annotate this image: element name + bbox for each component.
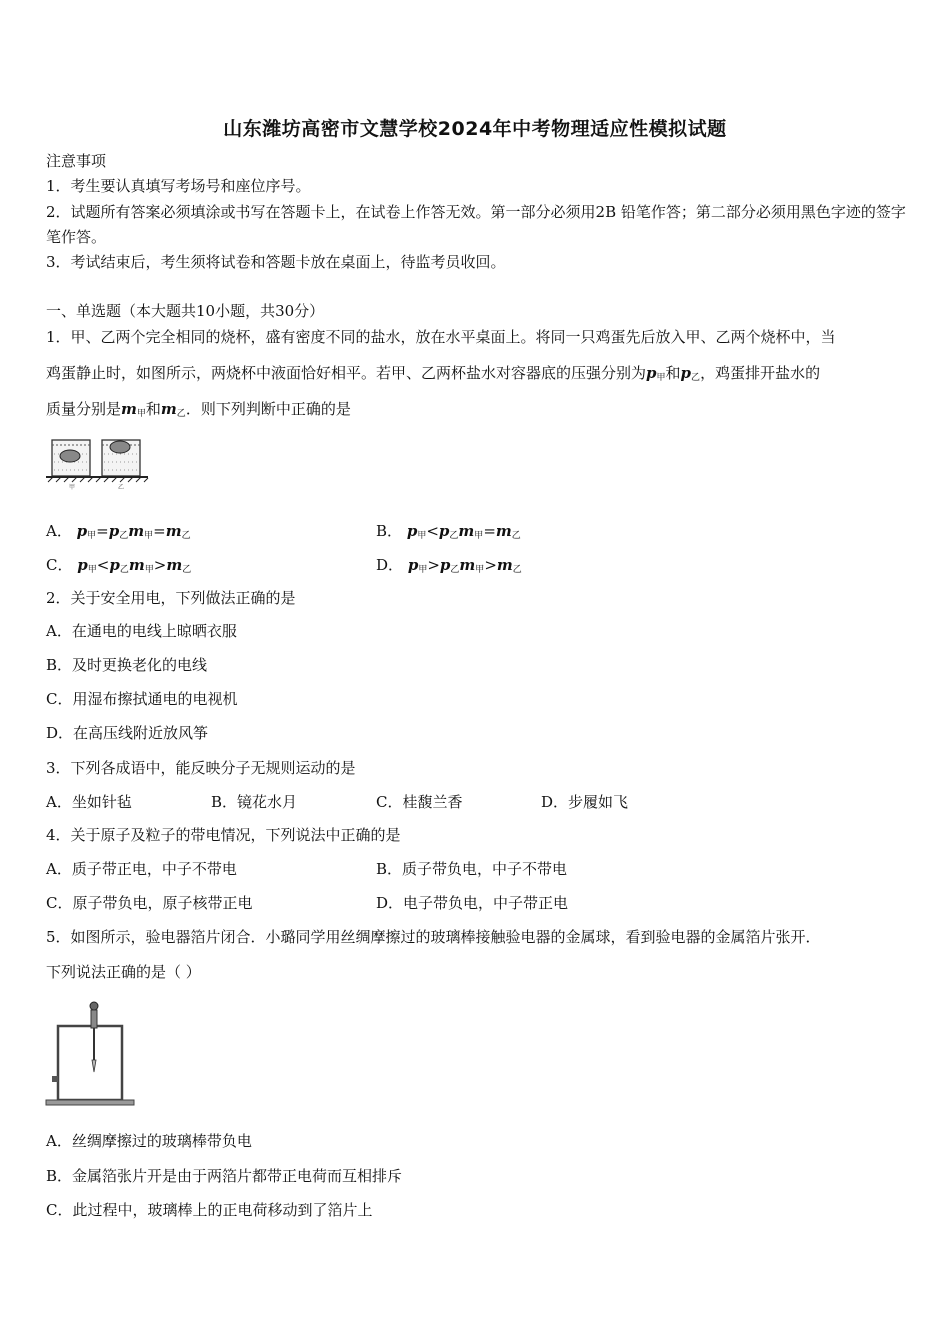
symbol-p: p (680, 364, 692, 382)
option-label: B． (376, 522, 403, 540)
option-label: A． (46, 522, 72, 540)
page-title: 山东潍坊高密市文慧学校2024年中考物理适应性模拟试题 (223, 118, 727, 140)
q2-option-b[interactable]: B．及时更换老化的电线 (46, 656, 208, 674)
egg-icon (60, 450, 80, 462)
q1-stem-line3 (46, 398, 351, 425)
q1-option-a[interactable] (46, 520, 191, 541)
q5-option-b[interactable]: B．金属箔张片开是由于两箔片都带正电荷而互相排斥 (46, 1167, 403, 1185)
q1-option-d[interactable] (376, 554, 522, 575)
q2-option-d[interactable]: D．在高压线附近放风筝 (46, 724, 209, 742)
q1-stem-line2 (46, 362, 820, 389)
q3-option-a[interactable]: A．坐如针毡 (46, 793, 132, 811)
notice-item-1: 1．考生要认真填写考场号和座位序号。 (46, 177, 311, 195)
q2-option-a[interactable]: A．在通电的电线上晾晒衣服 (46, 622, 237, 640)
notice-item-2: 2．试题所有答案必须填涂或书写在答题卡上，在试卷上作答无效。第一部分必须用2B 铅笔作答；第二部分必须用黑色字迹的签字笔作答。 (46, 203, 906, 246)
q4-option-b[interactable]: B．质子带负电，中子不带电 (376, 860, 568, 878)
notice-heading: 注意事项 (46, 152, 107, 170)
q4-option-a[interactable]: A．质子带正电，中子不带电 (46, 860, 237, 878)
q2-option-c[interactable]: C．用湿布擦拭通电的电视机 (46, 690, 238, 708)
section-heading: 一、单选题（本大题共10小题，共30分） (46, 302, 325, 320)
q3-stem: 3．下列各成语中，能反映分子无规则运动的是 (46, 759, 356, 777)
beakers-figure (44, 432, 154, 492)
q1-option-b[interactable] (376, 520, 521, 541)
metal-ball-icon (90, 1002, 98, 1010)
formula: $p_甲<p_乙m_甲>m_乙$ (77, 556, 192, 575)
subscript-jia: 甲 (136, 409, 146, 419)
q1-stem-text: ，鸡蛋排开盐水的 (700, 364, 821, 382)
symbol-p: p (646, 364, 657, 382)
formula: $p_甲=p_乙m_甲=m_乙$ (76, 522, 191, 541)
q1-stem-line1: 1．甲、乙两个完全相同的烧杯，盛有密度不同的盐水，放在水平桌面上。将同一只鸡蛋先后放入甲、乙两个烧杯中，当 (46, 328, 836, 346)
q5-stem-line2: 下列说法正确的是（ ） (46, 963, 201, 981)
q1-stem-text: 鸡蛋静止时，如图所示，两烧杯中液面恰好相平。若甲、乙两杯盐水对容器底的压强分别为 (46, 364, 647, 382)
insulator-plug (91, 1010, 97, 1028)
beaker-jia (52, 440, 90, 476)
q1-and: 和 (145, 400, 161, 418)
q1-and: 和 (665, 364, 681, 382)
q5-stem-line1: 5．如图所示，验电器箔片闭合．小璐同学用丝绸摩擦过的玻璃棒接触验电器的金属球，看到验电器的金属箔片张开． (46, 928, 821, 946)
side-terminal (52, 1076, 58, 1082)
q1-stem-text: 质量分别是 (46, 400, 122, 418)
symbol-m: m (121, 400, 137, 418)
subscript-yi: 乙 (691, 373, 701, 383)
q4-option-d[interactable]: D．电子带负电，中子带正电 (376, 894, 569, 912)
option-label: D． (376, 556, 404, 574)
q1-option-c[interactable] (46, 554, 191, 575)
electroscope-frame (58, 1026, 122, 1100)
symbol-m: m (160, 400, 177, 418)
q1-stem-text: ．则下列判断中正确的是 (185, 400, 351, 418)
foil-leaves-icon (92, 1060, 96, 1072)
label-jia: 甲 (69, 484, 76, 491)
label-yi: 乙 (118, 484, 125, 491)
formula: $p_甲<p_乙m_甲=m_乙$ (406, 522, 521, 541)
q5-option-c[interactable]: C．此过程中，玻璃棒上的正电荷移动到了箔片上 (46, 1201, 373, 1219)
q3-option-b[interactable]: B．镜花水月 (211, 793, 298, 811)
q2-stem: 2．关于安全用电，下列做法正确的是 (46, 589, 296, 607)
beaker-yi (102, 440, 140, 476)
electroscope-figure (44, 996, 136, 1110)
egg-icon (110, 441, 130, 453)
electroscope-base (46, 1100, 134, 1105)
q4-stem: 4．关于原子及粒子的带电情况，下列说法中正确的是 (46, 826, 401, 844)
notice-item-3: 3．考试结束后，考生须将试卷和答题卡放在桌面上，待监考员收回。 (46, 253, 506, 271)
q3-option-c[interactable]: C．桂馥兰香 (376, 793, 463, 811)
q4-option-c[interactable]: C．原子带负电，原子核带正电 (46, 894, 253, 912)
subscript-jia: 甲 (656, 373, 666, 383)
q3-option-d[interactable]: D．步履如飞 (541, 793, 629, 811)
q5-option-a[interactable]: A．丝绸摩擦过的玻璃棒带负电 (46, 1132, 252, 1150)
option-label: C． (46, 556, 73, 574)
subscript-yi: 乙 (176, 409, 186, 419)
formula: $p_甲>p_乙m_甲>m_乙$ (407, 556, 522, 575)
